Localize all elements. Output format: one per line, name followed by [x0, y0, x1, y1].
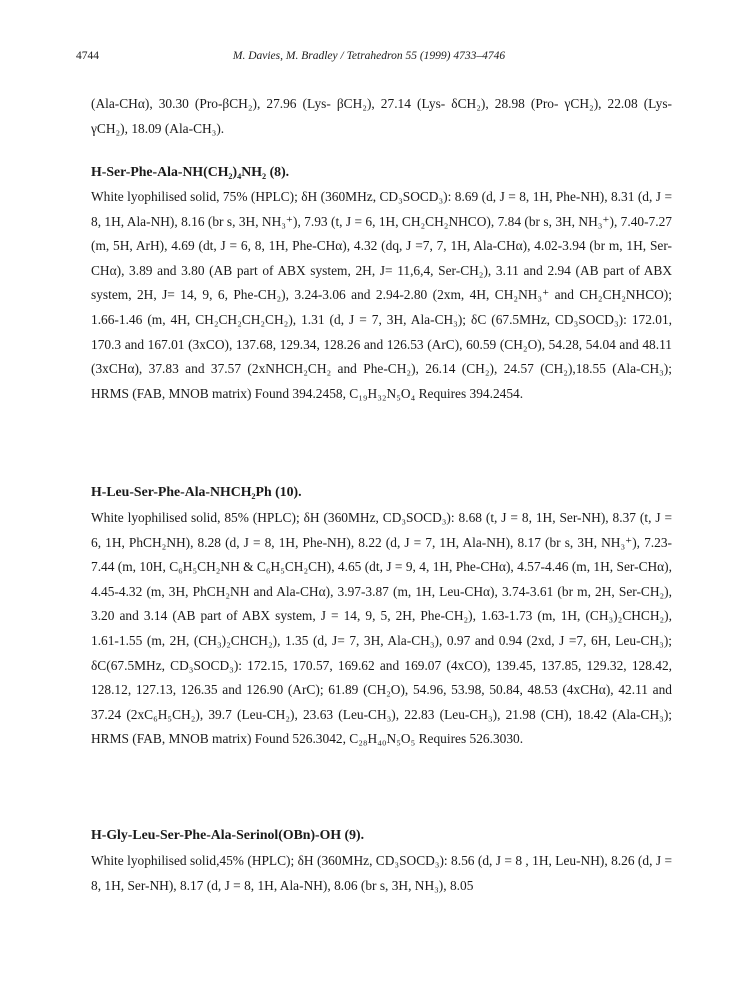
compound-9-data: White lyophilised solid,45% (HPLC); δH (360MHz, CD₃SOCD₃): 8.56 (d, J = 8 , 1H, Leu-NH), 8.26 (d, J = 8, 1H, Ser-NH), 8.17 (d, J = 8, 1H, Ala-NH), 8.06 (br s, 3H, NH₃), 8.05 [91, 853, 672, 893]
compound-8-data: White lyophilised solid, 75% (HPLC); δH (360MHz, CD₃SOCD₃): 8.69 (d, J = 8, 1H, Phe-NH), 8.31 (d, J = 8, 1H, Ala-NH), 8.16 (br s, 3H, NH₃⁺), 7.93 (t, J = 6, 1H, CH₂CH₂NHCO), 7.84 (br s, 3H, NH₃⁺), 7.40-7.27 (m, 5H, ArH), 4.69 (dt, J = 6, 8, 1H, Phe-CHα), 4.32 (dq, J =7, 7, 1H, Ala-CHα), 4.02-3.94 (br m, 1H, Ser-CHα), 3.89 and 3.80 (AB part of ABX system, 2H, J= 11,6,4, Ser-CH₂), 3.11 and 2.94 (AB part of ABX system, 2H, J= 14, 9, 6, Phe-CH₂), 3.24-3.06 and 2.94-2.80 (2xm, 4H, CH₂NH₃⁺ and CH₂CH₂NHCO); 1.66-1.46 (m, 4H, CH₂CH₂CH₂CH₂), 1.31 (d, J = 7, 3H, Ala-CH₃); δC (67.5MHz, CD₃SOCD₃): 172.01, 170.3 and 167.01 (3xCO), 137.68, 129.34, 128.26 and 126.53 (ArC), 60.59 (CH₂O), 54.28, 54.04 and 48.11 (3xCHα), 37.83 and 37.57 (2xNHCH₂CH₂ and Phe-CH₂), 26.14 (CH₂), 24.57 (CH₂),18.55 (Ala-CH₃); HRMS (FAB, MNOB matrix) Found 394.2458, C₁₉H₃₂N₅O₄ Requires 394.2454. [91, 189, 672, 401]
running-head: M. Davies, M. Bradley / Tetrahedron 55 (1999) 4733–4746 [232, 50, 506, 62]
page-header [70, 50, 668, 68]
compound-9-heading: H-Gly-Leu-Ser-Phe-Ala-Serinol(OBn)-OH (9). [91, 827, 365, 842]
compound-10-data: White lyophilised solid, 85% (HPLC); δH (360MHz, CD₃SOCD₃): 8.68 (t, J = 8, 1H, Ser-NH), 8.37 (t, J = 6, 1H, PhCH₂NH), 8.28 (d, J = 8, 1H, Phe-NH), 8.22 (d, J = 7, 1H, Ala-NH), 8.17 (br s, 3H, NH₃⁺), 7.23-7.44 (m, 10H, C₆H₅CH₂NH & C₆H₅CH₂CH), 4.65 (dt, J = 9, 4, 1H, Phe-CHα), 4.57-4.46 (m, 1H, Ser-CHα), 4.45-4.32 (m, 3H, PhCH₂NH and Ala-CHα), 3.97-3.87 (m, 1H, Leu-CHα), 3.74-3.61 (br m, 2H, Ser-CH₂), 3.20 and 3.14 (AB part of ABX system, J = 14, 9, 5, 2H, Phe-CH₂), 1.63-1.73 (m, 1H, (CH₃)₂CHCH₂), 1.61-1.55 (m, 2H, (CH₃)₂CHCH₂), 1.35 (d, J= 7, 3H, Ala-CH₃), 0.97 and 0.94 (2xd, J =7, 6H, Leu-CH₃); δC(67.5MHz, CD₃SOCD₃): 172.15, 170.57, 169.62 and 169.07 (4xCO), 139.45, 137.85, 129.32, 128.42, 128.12, 127.13, 126.35 and 126.90 (ArC); 61.89 (CH₂O), 54.96, 53.98, 50.84, 48.53 (4xCHα), 42.11 and 37.24 (2xC₆H₅CH₂), 39.7 (Leu-CH₂), 23.63 (Leu-CH₃), 22.83 (Leu-CH₃), 21.98 (CH), 18.42 (Ala-CH₃); HRMS (FAB, MNOB matrix) Found 526.3042, C₂₈H₄₀N₅O₅ Requires 526.3030. [91, 510, 672, 747]
page-number: 4744 [76, 50, 99, 62]
compound-8-heading: H-Ser-Phe-Ala-NH(CH₂)₄NH₂ (8). [91, 164, 290, 179]
intro-paragraph: (Ala-CHα), 30.30 (Pro-βCH₂), 27.96 (Lys- βCH₂), 27.14 (Lys- δCH₂), 28.98 (Pro- γCH₂), 22.08 (Lys- γCH₂), 18.09 (Ala-CH₃). [91, 96, 672, 136]
compound-10-heading: H-Leu-Ser-Phe-Ala-NHCH₂Ph (10). [91, 484, 302, 499]
